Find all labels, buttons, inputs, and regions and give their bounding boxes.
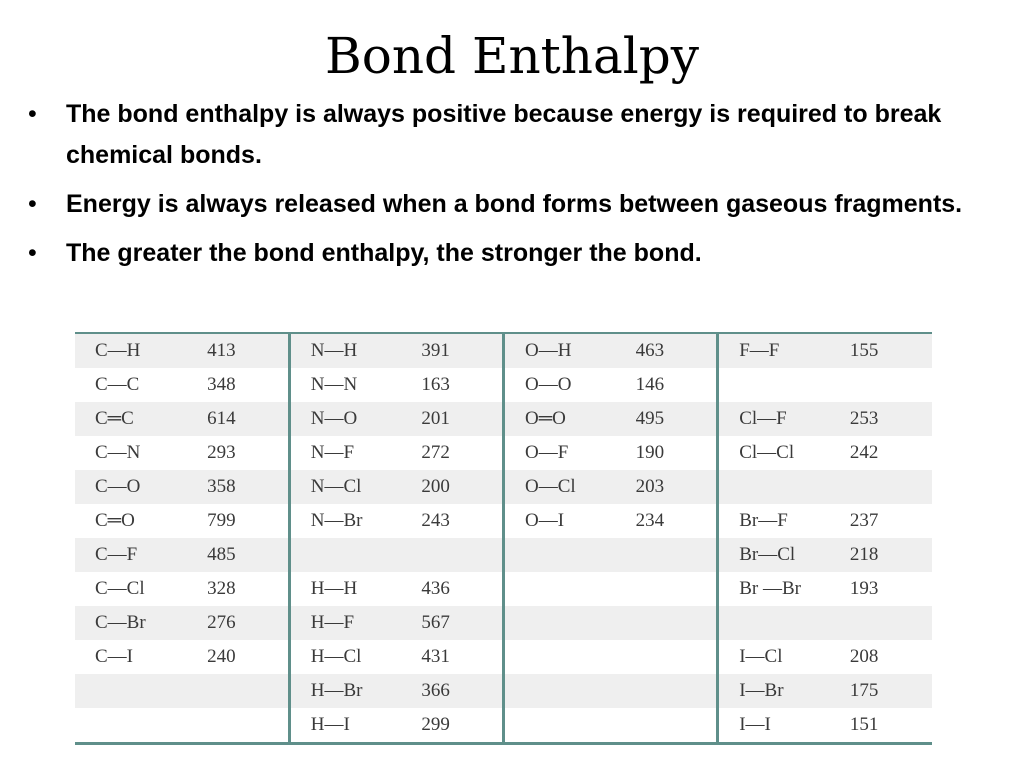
bond-cell: Br—F	[718, 504, 830, 538]
enthalpy-cell	[401, 538, 503, 572]
bond-cell: F—F	[718, 334, 830, 368]
enthalpy-cell: 208	[830, 640, 932, 674]
bond-cell: Cl—F	[718, 402, 830, 436]
enthalpy-cell: 485	[187, 538, 289, 572]
enthalpy-cell: 495	[616, 402, 718, 436]
bullet-text: The greater the bond enthalpy, the stronger the bond.	[66, 239, 702, 267]
bond-cell: C—F	[75, 538, 187, 572]
enthalpy-cell: 436	[401, 572, 503, 606]
enthalpy-cell: 243	[401, 504, 503, 538]
table-row	[75, 368, 932, 402]
enthalpy-cell	[616, 538, 718, 572]
enthalpy-cell: 567	[401, 606, 503, 640]
bond-cell	[503, 640, 615, 674]
bond-cell	[718, 470, 830, 504]
bond-cell: H—F	[289, 606, 401, 640]
table-row	[75, 606, 932, 640]
bullet-dot-icon: •	[28, 190, 37, 218]
enthalpy-cell: 413	[187, 334, 289, 368]
bond-cell: C═O	[75, 504, 187, 538]
bullet-text: Energy is always released when a bond forms between gaseous fragments.	[66, 190, 963, 218]
bond-cell: O═O	[503, 402, 615, 436]
bond-enthalpy-table	[75, 332, 932, 745]
table-row	[75, 470, 932, 504]
bond-cell	[503, 708, 615, 742]
enthalpy-cell: 175	[830, 674, 932, 708]
bond-cell: I—I	[718, 708, 830, 742]
bond-table-body	[75, 334, 932, 742]
bond-cell	[289, 538, 401, 572]
bond-cell: H—Br	[289, 674, 401, 708]
table-row	[75, 640, 932, 674]
enthalpy-cell: 463	[616, 334, 718, 368]
bond-cell	[503, 674, 615, 708]
enthalpy-cell: 293	[187, 436, 289, 470]
enthalpy-cell: 240	[187, 640, 289, 674]
enthalpy-cell: 218	[830, 538, 932, 572]
bond-cell	[75, 708, 187, 742]
enthalpy-cell: 203	[616, 470, 718, 504]
bond-cell: H—H	[289, 572, 401, 606]
bullet-text: The bond enthalpy is always positive because energy is required to break chemical bonds.	[66, 100, 942, 169]
enthalpy-cell	[616, 640, 718, 674]
bullet-item	[24, 94, 1019, 176]
table-row	[75, 708, 932, 742]
enthalpy-cell: 391	[401, 334, 503, 368]
table-row	[75, 674, 932, 708]
enthalpy-cell	[830, 606, 932, 640]
bond-cell: O—H	[503, 334, 615, 368]
table-row	[75, 334, 932, 368]
bond-cell: I—Cl	[718, 640, 830, 674]
enthalpy-cell: 237	[830, 504, 932, 538]
bond-cell: O—Cl	[503, 470, 615, 504]
enthalpy-cell: 151	[830, 708, 932, 742]
bond-cell: H—Cl	[289, 640, 401, 674]
table-row	[75, 572, 932, 606]
enthalpy-cell: 200	[401, 470, 503, 504]
bond-cell: N—O	[289, 402, 401, 436]
bond-table	[75, 334, 932, 742]
enthalpy-cell: 366	[401, 674, 503, 708]
enthalpy-cell	[187, 674, 289, 708]
enthalpy-cell: 614	[187, 402, 289, 436]
bond-cell: N—N	[289, 368, 401, 402]
bond-cell: C—Cl	[75, 572, 187, 606]
table-row	[75, 402, 932, 436]
bond-cell: O—O	[503, 368, 615, 402]
bond-cell: N—Br	[289, 504, 401, 538]
bond-cell: C—H	[75, 334, 187, 368]
enthalpy-cell: 328	[187, 572, 289, 606]
enthalpy-cell: 201	[401, 402, 503, 436]
enthalpy-cell	[616, 708, 718, 742]
bond-cell: C—O	[75, 470, 187, 504]
enthalpy-cell: 193	[830, 572, 932, 606]
bond-cell	[718, 368, 830, 402]
enthalpy-cell: 348	[187, 368, 289, 402]
bond-cell: H—I	[289, 708, 401, 742]
enthalpy-cell: 234	[616, 504, 718, 538]
bond-cell: N—F	[289, 436, 401, 470]
bond-cell	[718, 606, 830, 640]
bond-cell: Br—Cl	[718, 538, 830, 572]
bond-cell	[75, 674, 187, 708]
bond-cell: C—I	[75, 640, 187, 674]
enthalpy-cell: 431	[401, 640, 503, 674]
enthalpy-cell	[616, 674, 718, 708]
enthalpy-cell: 155	[830, 334, 932, 368]
bond-cell	[503, 572, 615, 606]
bond-cell: O—I	[503, 504, 615, 538]
bond-cell: I—Br	[718, 674, 830, 708]
bullet-list	[24, 94, 1019, 282]
bond-cell: C—N	[75, 436, 187, 470]
table-row	[75, 436, 932, 470]
bond-cell	[503, 606, 615, 640]
bond-cell: O—F	[503, 436, 615, 470]
bullet-item	[24, 184, 1019, 225]
enthalpy-cell	[830, 470, 932, 504]
bond-cell: C═C	[75, 402, 187, 436]
enthalpy-cell: 299	[401, 708, 503, 742]
enthalpy-cell	[616, 606, 718, 640]
bullet-dot-icon: •	[28, 100, 37, 128]
bond-cell: Br —Br	[718, 572, 830, 606]
enthalpy-cell: 163	[401, 368, 503, 402]
enthalpy-cell	[616, 572, 718, 606]
bullet-dot-icon: •	[28, 239, 37, 267]
enthalpy-cell: 799	[187, 504, 289, 538]
enthalpy-cell: 242	[830, 436, 932, 470]
enthalpy-cell: 276	[187, 606, 289, 640]
bond-cell: C—Br	[75, 606, 187, 640]
table-row	[75, 504, 932, 538]
bond-cell: N—H	[289, 334, 401, 368]
enthalpy-cell: 146	[616, 368, 718, 402]
enthalpy-cell: 358	[187, 470, 289, 504]
enthalpy-cell: 190	[616, 436, 718, 470]
bond-cell	[503, 538, 615, 572]
enthalpy-cell: 253	[830, 402, 932, 436]
slide-title: Bond Enthalpy	[325, 27, 699, 85]
bond-cell: C—C	[75, 368, 187, 402]
enthalpy-cell	[830, 368, 932, 402]
enthalpy-cell: 272	[401, 436, 503, 470]
bullet-item	[24, 233, 1019, 274]
bond-cell: Cl—Cl	[718, 436, 830, 470]
enthalpy-cell	[187, 708, 289, 742]
bond-cell: N—Cl	[289, 470, 401, 504]
table-row	[75, 538, 932, 572]
